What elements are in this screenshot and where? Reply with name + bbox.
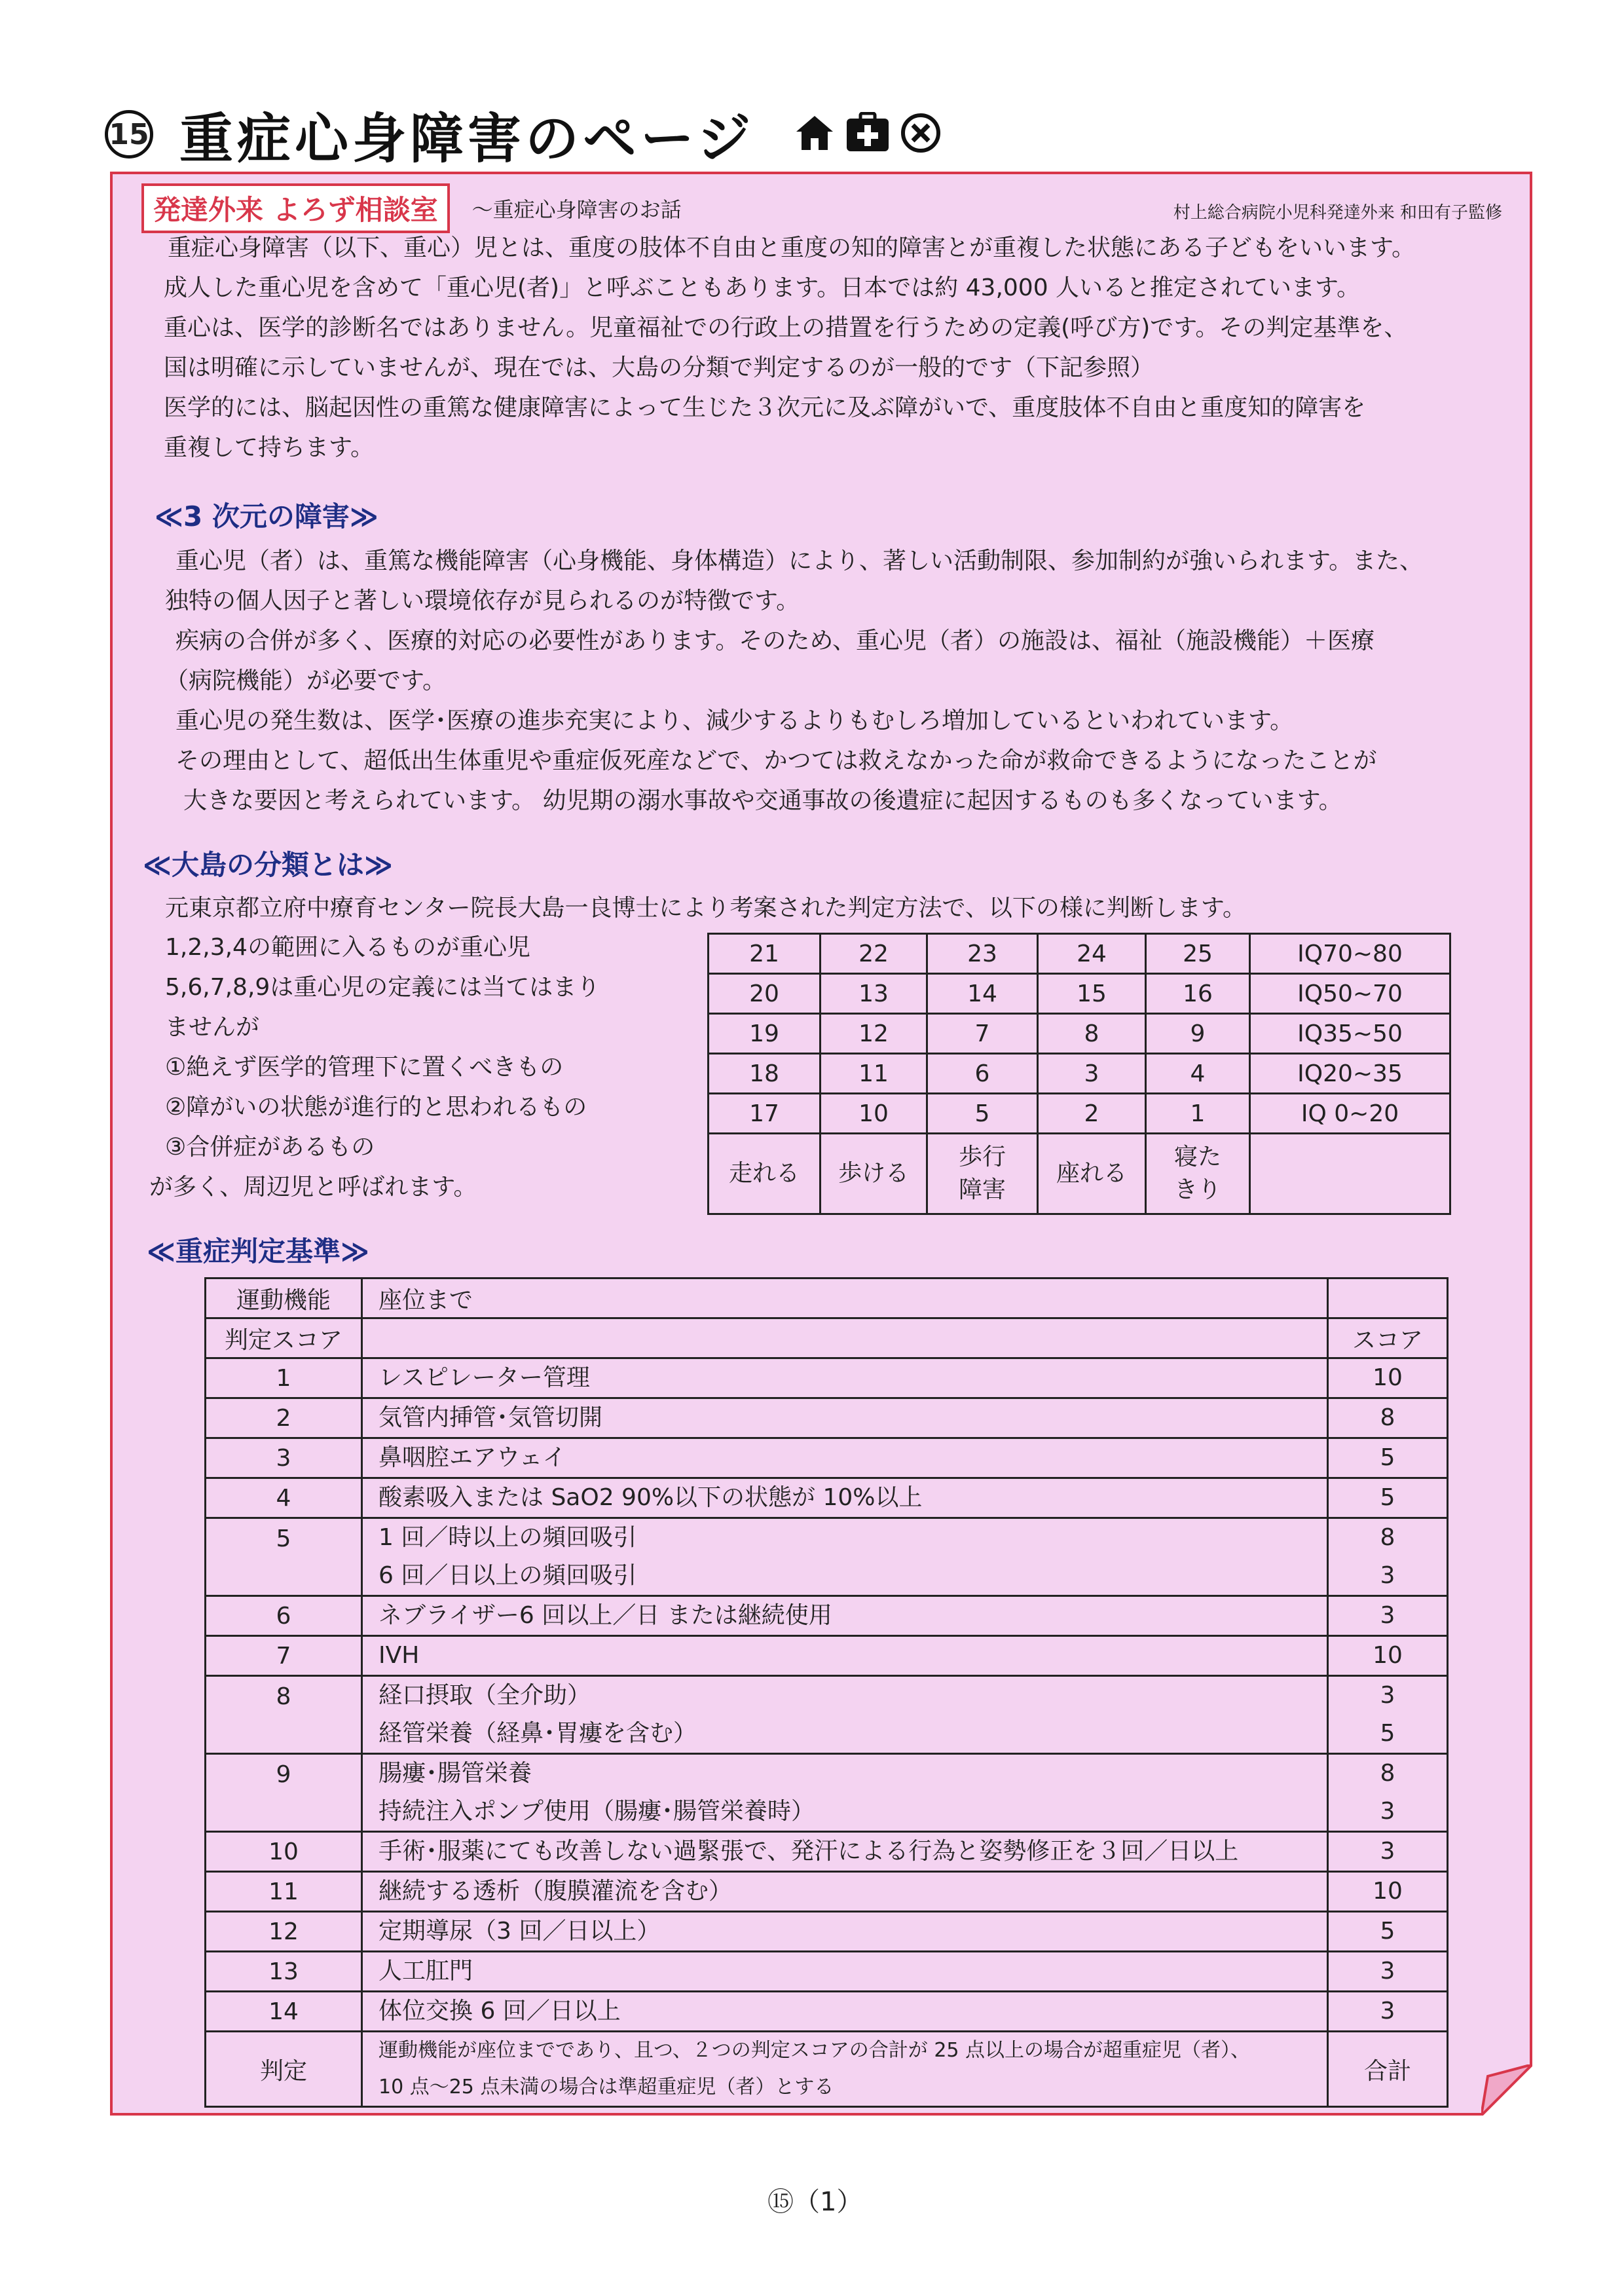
criteria-footer-label: 判定 [206,2032,362,2107]
section-3d-line: 重心児の発生数は、医学･医療の進歩充実により、減少するよりもむしろ増加しているといわれています。 [175,707,1294,734]
criteria-score-value: 3 [1380,1602,1395,1629]
criteria-score-value: 10 [1373,1364,1403,1391]
oshima-cell: 6 [927,1054,1038,1094]
criteria-score [1328,1952,1448,1992]
criteria-score [1328,1676,1448,1754]
oshima-cell: 9 [1146,1014,1250,1054]
oshima-cell: 11 [821,1054,927,1094]
circle-x-icon [900,112,942,157]
criteria-score-value: 5 [1380,1918,1395,1945]
criteria-item-text: 腸瘻･腸管栄養 [378,1760,532,1787]
criteria-item-text: 鼻咽腔エアウェイ [378,1444,566,1471]
criteria-item-text: 人工肛門 [378,1958,473,1985]
criteria-item [362,1398,1328,1438]
content-panel [110,172,1532,2116]
oshima-note: が多く、周辺児と呼ばれます。 [149,1174,477,1201]
oshima-label-text: 座れる [1056,1160,1127,1187]
oshima-label-text: きり [1173,1176,1221,1203]
criteria-item [362,1596,1328,1636]
criteria-item [362,1478,1328,1518]
intro-line: 成人した重心児を含めて「重心児(者)」と呼ぶこともあります。日本では約 43,000 人いると推定されています。 [164,274,1361,301]
oshima-row [709,1054,1450,1094]
page-number-badge: 15 [105,110,153,159]
criteria-number: 7 [206,1636,362,1676]
criteria-footer-note [362,2032,1328,2107]
oshima-label-cell [1250,1134,1450,1214]
criteria-item-text: 手術･服薬にても改善しない過緊張で、発汗による行為と姿勢修正を３回／日以上 [378,1838,1239,1865]
criteria-head-cell [1328,1278,1448,1318]
criteria-item [362,1518,1328,1596]
criteria-row [206,1596,1448,1636]
criteria-item [362,1676,1328,1754]
criteria-score-value: 10 [1373,1642,1403,1669]
criteria-row [206,1438,1448,1478]
oshima-note: 5,6,7,8,9は重心児の定義には当てはまり [165,974,600,1001]
oshima-note: ③合併症があるもの [165,1134,375,1161]
panel-header [141,183,682,233]
criteria-item-text: 気管内挿管･気管切開 [378,1404,603,1431]
criteria-score-value: 5 [1380,1484,1395,1511]
criteria-number: 3 [206,1438,362,1478]
criteria-number: 10 [206,1832,362,1872]
oshima-cell: 24 [1038,934,1146,974]
criteria-row [206,1358,1448,1398]
criteria-head-cell: スコア [1328,1318,1448,1358]
oshima-note: 1,2,3,4の範囲に入るものが重心児 [165,934,530,961]
oshima-note: ②障がいの状態が進行的と思われるもの [165,1094,587,1121]
oshima-label-row [709,1134,1450,1214]
oshima-cell: 21 [709,934,821,974]
criteria-number: 11 [206,1872,362,1912]
criteria-item [362,1872,1328,1912]
criteria-row [206,1636,1448,1676]
criteria-score [1328,1832,1448,1872]
criteria-item [362,1952,1328,1992]
criteria-item [362,1912,1328,1952]
criteria-row [206,1992,1448,2032]
criteria-score [1328,1596,1448,1636]
oshima-cell: 4 [1146,1054,1250,1094]
criteria-number: 12 [206,1912,362,1952]
criteria-item [362,1754,1328,1832]
criteria-item-text: 経口摂取（全介助） [378,1682,591,1709]
section-3d-line: その理由として、超低出生体重児や重症仮死産などで、かつては救えなかった命が救命できるようになったことが [175,747,1377,774]
criteria-number: 14 [206,1992,362,2032]
criteria-item-text: IVH [378,1642,420,1669]
oshima-cell: 25 [1146,934,1250,974]
criteria-score [1328,1358,1448,1398]
criteria-item-text: ネブライザー6 回以上／日 または継続使用 [378,1602,832,1629]
criteria-head-cell: 判定スコア [206,1318,362,1358]
criteria-score-value: 3 [1380,1798,1395,1825]
oshima-cell: 5 [927,1094,1038,1134]
criteria-item-text: 1 回／時以上の頻回吸引 [378,1524,637,1551]
criteria-row [206,1518,1448,1596]
criteria-score-value: 3 [1380,1562,1395,1589]
criteria-row [206,1676,1448,1754]
oshima-iq-cell: IQ 0~20 [1250,1094,1450,1134]
intro-line: 重症心身障害（以下、重心）児とは、重度の肢体不自由と重度の知的障害とが重複した状態にある子どもをいいます。 [168,234,1416,261]
oshima-intro: 元東京都立府中療育センター院長大島一良博士により考案された判定方法で、以下の様に判断します。 [165,895,1246,922]
criteria-head-cell: 座位まで [362,1278,1328,1318]
criteria-row [206,1912,1448,1952]
supervisor-credit: 村上総合病院小児科発達外来 和田有子監修 [1173,203,1502,223]
criteria-header-row [206,1278,1448,1318]
oshima-row [709,1094,1450,1134]
criteria-score-value: 8 [1380,1404,1395,1431]
oshima-label-text: 歩ける [838,1160,909,1187]
criteria-footer-row [206,2032,1448,2107]
oshima-cell: 18 [709,1054,821,1094]
criteria-number: 13 [206,1952,362,1992]
oshima-cell: 16 [1146,974,1250,1014]
medical-icon [845,112,891,157]
oshima-cell: 22 [821,934,927,974]
page-title-row [105,98,942,170]
oshima-cell: 17 [709,1094,821,1134]
criteria-item [362,1636,1328,1676]
criteria-score [1328,1478,1448,1518]
oshima-label-cell [709,1134,821,1214]
page-footer-number: ⑮（1） [767,2187,863,2217]
oshima-cell: 10 [821,1094,927,1134]
oshima-iq-cell: IQ35~50 [1250,1014,1450,1054]
title-icons [794,112,942,157]
oshima-classification-table [707,933,1451,1215]
criteria-number: 2 [206,1398,362,1438]
oshima-label-cell [1038,1134,1146,1214]
oshima-row [709,974,1450,1014]
criteria-item-text: 体位交換 6 回／日以上 [378,1998,621,2024]
criteria-item [362,1438,1328,1478]
oshima-label-text: 歩行 [958,1144,1006,1170]
criteria-number: 9 [206,1754,362,1832]
criteria-number: 8 [206,1676,362,1754]
oshima-iq-cell: IQ70~80 [1250,934,1450,974]
section-3d-line: 独特の個人因子と著しい環境依存が見られるのが特徴です。 [165,588,800,614]
page-title: 重症心身障害のページ [179,107,755,170]
criteria-total-label: 合計 [1328,2032,1448,2107]
criteria-score [1328,1912,1448,1952]
criteria-score [1328,1992,1448,2032]
intro-line: 重複して持ちます。 [164,434,375,461]
criteria-score-value: 3 [1380,1838,1395,1865]
folded-corner-decoration [1481,2064,1532,2116]
criteria-header-row [206,1318,1448,1358]
oshima-label-cell [821,1134,927,1214]
criteria-head-cell [362,1318,1328,1358]
criteria-item-text: 経管栄養（経鼻･胃瘻を含む） [378,1720,697,1747]
criteria-item-text: 持続注入ポンプ使用（腸瘻･腸管栄養時） [378,1798,815,1825]
clinic-label: 発達外来 よろず相談室 [141,183,450,233]
oshima-cell: 1 [1146,1094,1250,1134]
criteria-item-text: 定期導尿（3 回／日以上） [378,1918,661,1945]
criteria-item [362,1992,1328,2032]
oshima-cell: 7 [927,1014,1038,1054]
oshima-note: ①絶えず医学的管理下に置くべきもの [165,1054,564,1081]
criteria-score-value: 3 [1380,1958,1395,1985]
criteria-head-cell: 運動機能 [206,1278,362,1318]
home-icon [794,112,836,157]
oshima-cell: 2 [1038,1094,1146,1134]
criteria-score-value: 3 [1380,1998,1395,2024]
criteria-number: 4 [206,1478,362,1518]
criteria-item-text: 継続する透析（腹膜灌流を含む） [378,1878,733,1905]
criteria-score-value: 8 [1380,1524,1395,1551]
section-heading-criteria: ≪重症判定基準≫ [147,1235,369,1267]
oshima-cell: 8 [1038,1014,1146,1054]
section-3d-line: 大きな要因と考えられています。 幼児期の溺水事故や交通事故の後遺症に起因するものも多くなっています。 [183,787,1342,814]
criteria-score [1328,1398,1448,1438]
oshima-iq-cell: IQ20~35 [1250,1054,1450,1094]
intro-line: 国は明確に示していませんが、現在では、大島の分類で判定するのが一般的です（下記参照） [164,354,1154,381]
criteria-score [1328,1872,1448,1912]
criteria-item [362,1358,1328,1398]
criteria-item [362,1832,1328,1872]
severity-criteria-table [204,1277,1449,2108]
section-3d-line: 重心児（者）は、重篤な機能障害（心身機能、身体構造）により、著しい活動制限、参加制約が強いられます。また、 [175,548,1424,574]
section-3d-line: 疾病の合併が多く、医療的対応の必要性があります。そのため、重心児（者）の施設は、福祉（施設機能）＋医療 [175,627,1375,654]
section-3d-line: （病院機能）が必要です。 [165,667,447,694]
oshima-cell: 15 [1038,974,1146,1014]
oshima-cell: 12 [821,1014,927,1054]
criteria-row [206,1754,1448,1832]
criteria-score-value: 5 [1380,1444,1395,1471]
criteria-score [1328,1438,1448,1478]
oshima-row [709,934,1450,974]
criteria-score-value: 5 [1380,1720,1395,1747]
oshima-cell: 3 [1038,1054,1146,1094]
criteria-score-value: 3 [1380,1682,1395,1709]
panel-subtitle: ～重症心身障害のお話 [471,197,682,222]
oshima-label-cell [927,1134,1038,1214]
criteria-row [206,1952,1448,1992]
criteria-number: 1 [206,1358,362,1398]
criteria-score [1328,1636,1448,1676]
criteria-score [1328,1754,1448,1832]
oshima-cell: 13 [821,974,927,1014]
criteria-score-value: 10 [1373,1878,1403,1905]
oshima-row [709,1014,1450,1054]
section-heading-oshima: ≪大島の分類とは≫ [143,849,393,881]
oshima-label-text: 障害 [958,1176,1006,1203]
oshima-note: ませんが [165,1014,260,1041]
oshima-label-text: 寝た [1173,1144,1221,1170]
criteria-number: 6 [206,1596,362,1636]
criteria-row [206,1478,1448,1518]
oshima-label-cell [1146,1134,1250,1214]
intro-line: 医学的には、脳起因性の重篤な健康障害によって生じた３次元に及ぶ障がいで、重度肢体不自由と重度知的障害を [164,394,1366,421]
criteria-item-text: 酸素吸入または SaO2 90%以下の状態が 10%以上 [378,1484,923,1511]
criteria-row [206,1832,1448,1872]
criteria-note-line: 10 点～25 点未満の場合は準超重症児（者）とする [378,2076,834,2099]
section-heading-3d: ≪3 次元の障害≫ [155,500,378,532]
oshima-iq-cell: IQ50~70 [1250,974,1450,1014]
criteria-number: 5 [206,1518,362,1596]
criteria-item-text: 6 回／日以上の頻回吸引 [378,1562,637,1589]
intro-line: 重心は、医学的診断名ではありません。児童福祉での行政上の措置を行うための定義(呼び方)です。その判定基準を、 [164,314,1408,341]
criteria-row [206,1872,1448,1912]
criteria-item-text: レスピレーター管理 [378,1364,590,1391]
oshima-label-text: 走れる [728,1160,800,1187]
oshima-cell: 20 [709,974,821,1014]
criteria-note-line: 運動機能が座位までであり、且つ、２つの判定スコアの合計が 25 点以上の場合が超重症児（者）、 [378,2039,1251,2062]
oshima-cell: 19 [709,1014,821,1054]
oshima-cell: 14 [927,974,1038,1014]
criteria-row [206,1398,1448,1438]
oshima-cell: 23 [927,934,1038,974]
criteria-score-value: 8 [1380,1760,1395,1787]
criteria-score [1328,1518,1448,1596]
